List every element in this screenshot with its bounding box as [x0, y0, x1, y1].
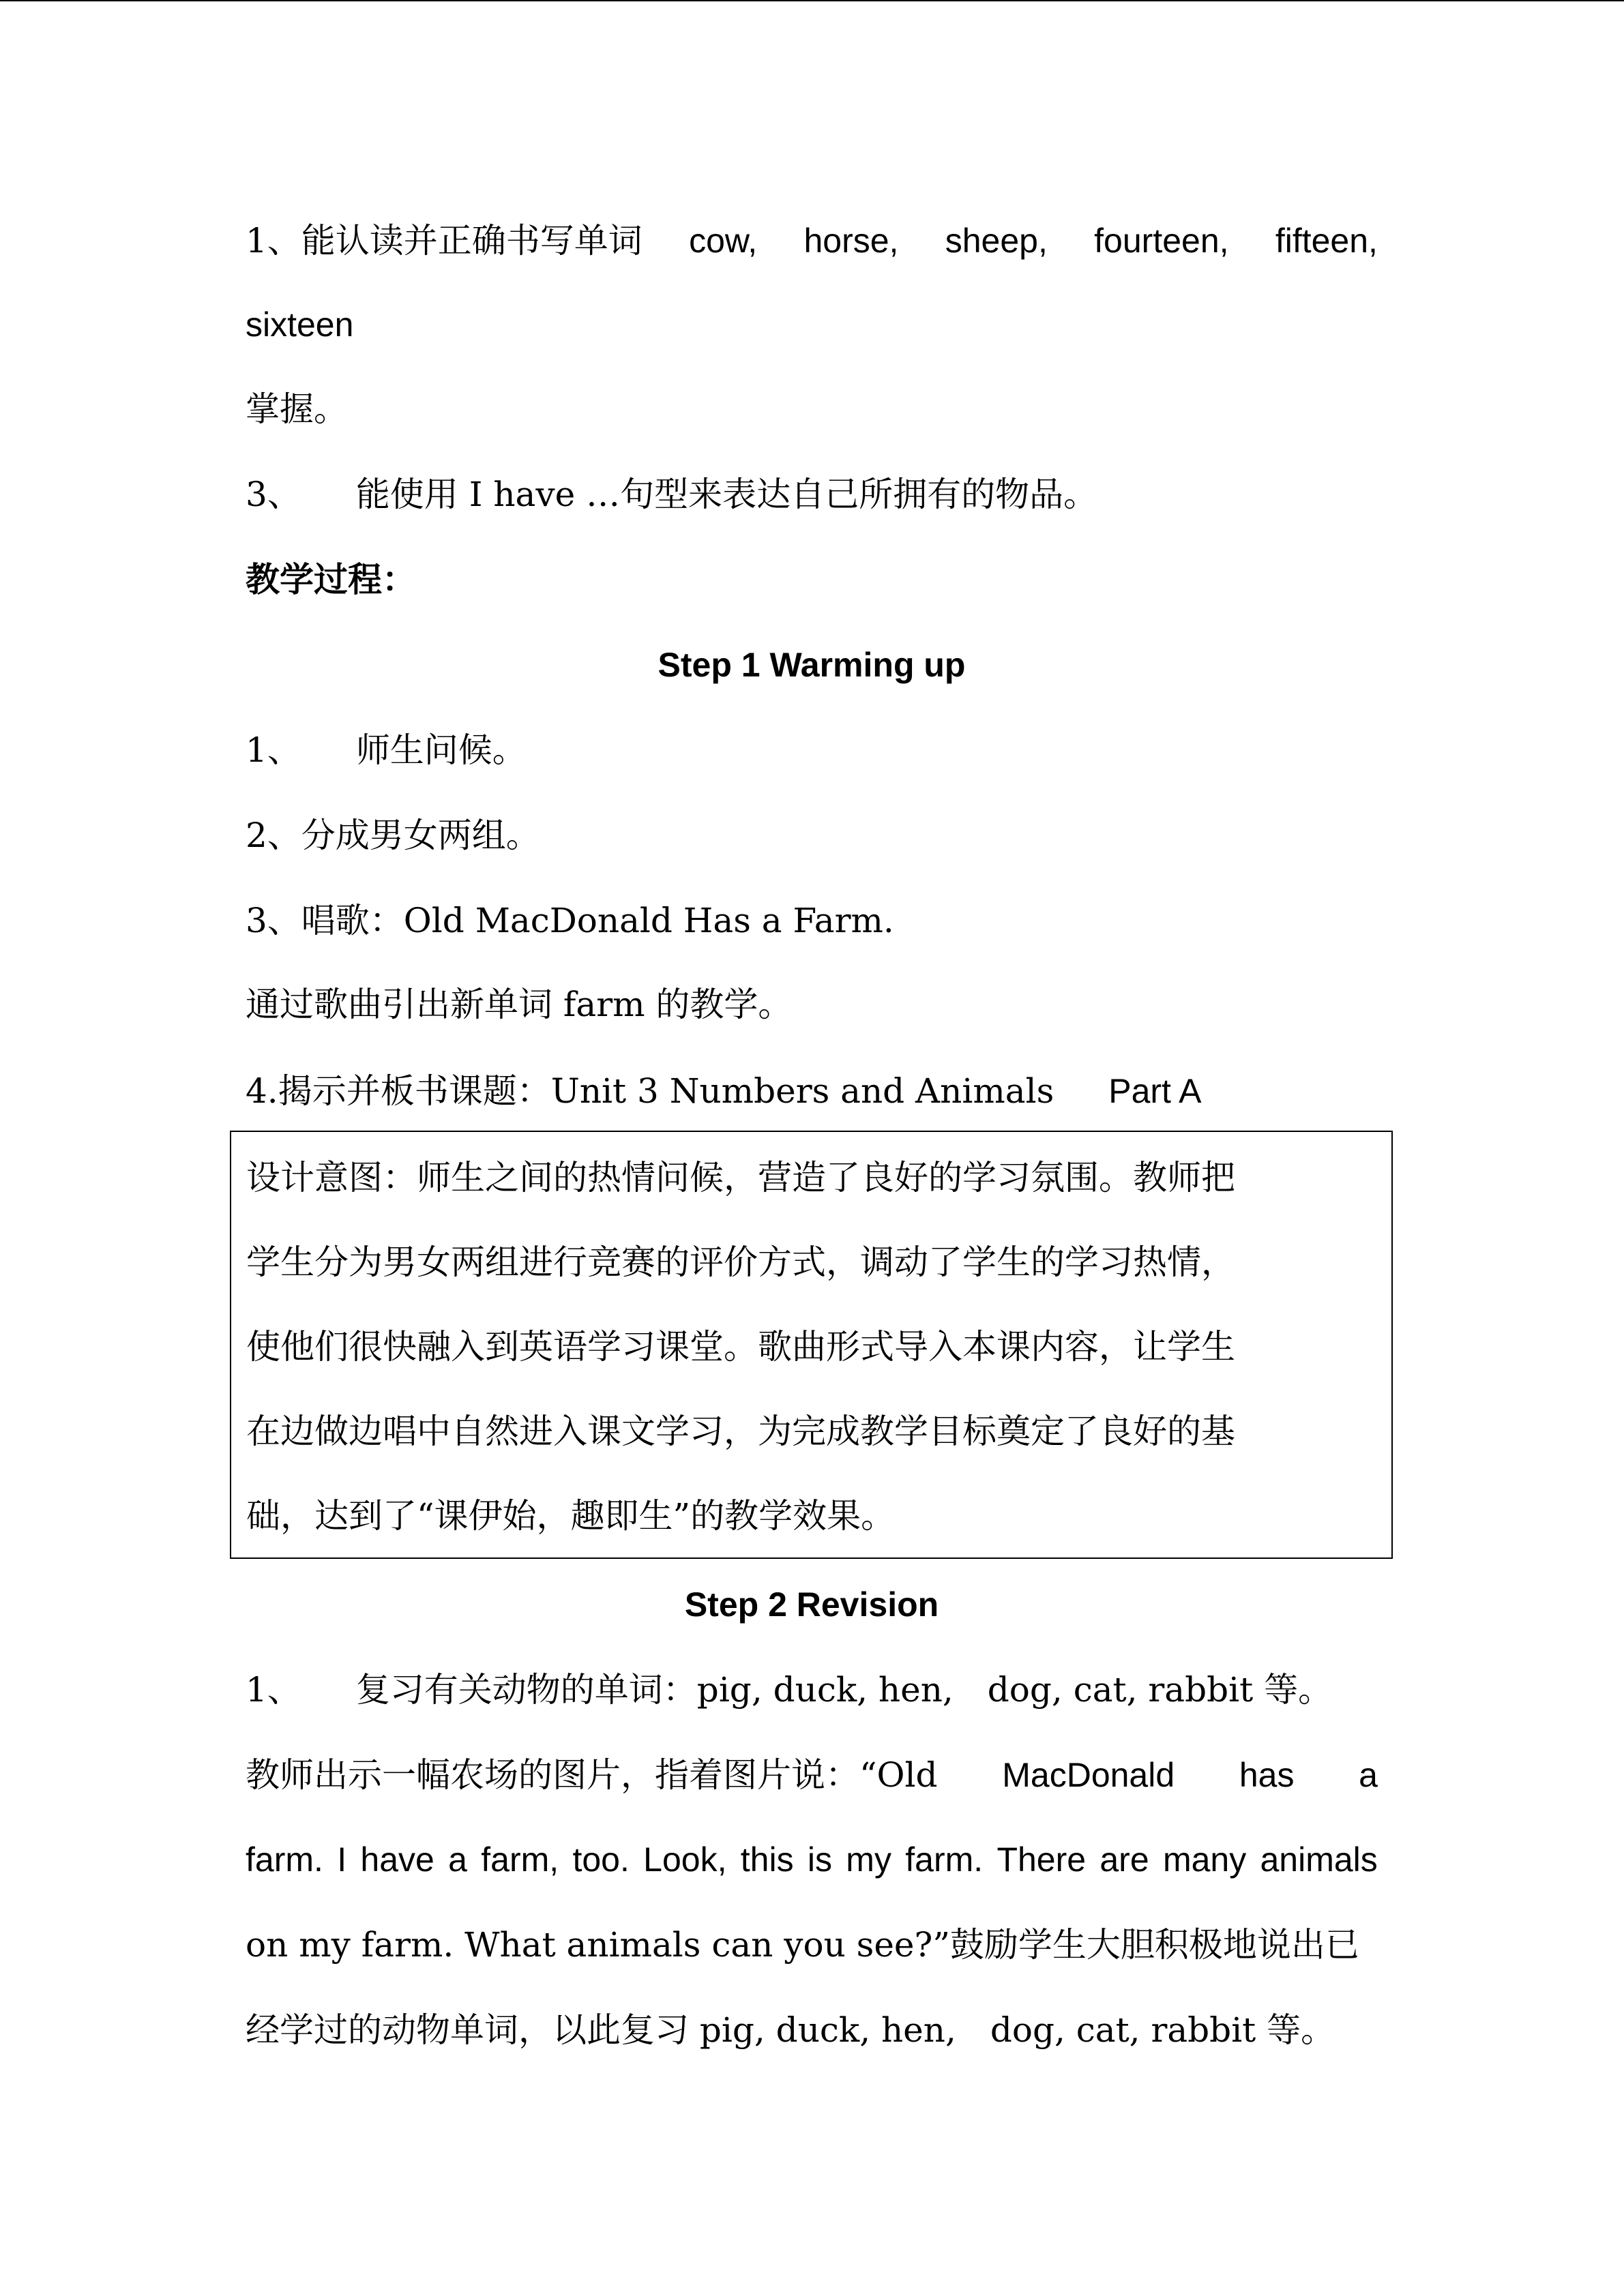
step2-item-1-number: 1、 — [246, 1670, 301, 1710]
design-intent-line-5: 础，达到了“课伊始，趣即生”的教学效果。 — [246, 1496, 896, 1536]
step1-topic-part: Part A — [1108, 1072, 1202, 1110]
step2-para-l2-w13: are — [1099, 1840, 1149, 1879]
step2-para-l1-w2: MacDonald — [1002, 1756, 1175, 1794]
design-intent-line-4: 在边做边唱中自然进入课文学习，为完成教学目标奠定了良好的基 — [246, 1412, 1235, 1451]
step1-item-1 — [246, 726, 1378, 774]
step1-item-1-text: 师生问候。 — [355, 730, 527, 770]
step2-para-l1-w4: a — [1359, 1756, 1378, 1794]
step2-item-1-text: 复习有关动物的单词：pig, duck, hen, dog, cat, rabbit 等。 — [355, 1670, 1333, 1710]
objective-3-number: 3、 — [246, 475, 301, 514]
step2-para-l1-w1: 教师出示一幅农场的图片，指着图片说：“Old — [246, 1755, 938, 1795]
step2-para-l2-w8: this — [740, 1840, 794, 1879]
step2-para-l2-w7: Look, — [643, 1840, 727, 1879]
step2-para-l2-w9: is — [807, 1840, 832, 1879]
step1-item-1-number: 1、 — [246, 730, 301, 770]
step1-item-3: 3、唱歌：Old MacDonald Has a Farm. — [246, 901, 894, 940]
design-intent-line-2: 学生分为男女两组进行竞赛的评价方式，调动了学生的学习热情， — [246, 1242, 1235, 1282]
objective-2-tail: 掌握。 — [246, 389, 348, 429]
step2-para-l1-w3: has — [1239, 1756, 1295, 1794]
objective-3 — [246, 471, 1378, 518]
step2-para-l2-w12: There — [996, 1840, 1087, 1879]
objective-3-text: 能使用 I have …句型来表达自己所拥有的物品。 — [355, 475, 1098, 514]
step2-item-1 — [246, 1666, 1378, 1714]
page-top-border — [0, 0, 1624, 1]
step2-para-l2-w10: my — [846, 1840, 891, 1879]
step2-paragraph-line-2 — [246, 1836, 1378, 1883]
process-heading: 教学过程： — [246, 559, 416, 599]
word-fourteen: fourteen, — [1094, 222, 1229, 260]
step2-title: Step 2 Revision — [684, 1585, 939, 1624]
objective-1-line — [246, 217, 1378, 265]
word-cow: cow, — [689, 222, 758, 260]
word-sheep: sheep, — [945, 222, 1048, 260]
step2-paragraph-line-3: on my farm. What animals can you see?”鼓励学生大胆积极地说出已 — [246, 1925, 1359, 1965]
step2-para-l2-w5: farm, — [481, 1840, 559, 1879]
step2-paragraph-line-4: 经学过的动物单词，以此复习 pig, duck, hen, dog, cat, rabbit 等。 — [246, 2010, 1335, 2050]
step1-item-2: 2、分成男女两组。 — [246, 816, 540, 855]
design-intent-box — [230, 1131, 1393, 1559]
step2-para-l2-w6: too. — [572, 1840, 630, 1879]
step2-paragraph-line-1 — [246, 1751, 1378, 1799]
step1-topic-label: 4.揭示并板书课题：Unit 3 Numbers and Animals — [246, 1071, 1054, 1111]
step2-para-l2-w2: I — [337, 1840, 347, 1879]
step2-para-l2-w4: a — [448, 1840, 467, 1879]
objective-1-prefix: 1、能认读并正确书写单词 — [246, 221, 643, 260]
step2-para-l2-w1: farm. — [246, 1840, 323, 1879]
step2-para-l2-w11: farm. — [905, 1840, 984, 1879]
design-intent-line-1: 设计意图：师生之间的热情问候，营造了良好的学习氛围。教师把 — [246, 1158, 1235, 1197]
word-fifteen: fifteen, — [1275, 222, 1378, 260]
step1-topic — [246, 1067, 1378, 1115]
step2-para-l2-w14: many — [1162, 1840, 1247, 1879]
step2-para-l2-w15: animals — [1260, 1840, 1378, 1879]
objective-1-continuation: sixteen — [246, 305, 354, 344]
step1-note: 通过歌曲引出新单词 farm 的教学。 — [246, 985, 793, 1024]
word-horse: horse, — [803, 222, 899, 260]
design-intent-line-3: 使他们很快融入到英语学习课堂。歌曲形式导入本课内容，让学生 — [246, 1327, 1235, 1367]
step1-title: Step 1 Warming up — [658, 646, 966, 684]
step2-para-l2-w3: have — [360, 1840, 434, 1879]
